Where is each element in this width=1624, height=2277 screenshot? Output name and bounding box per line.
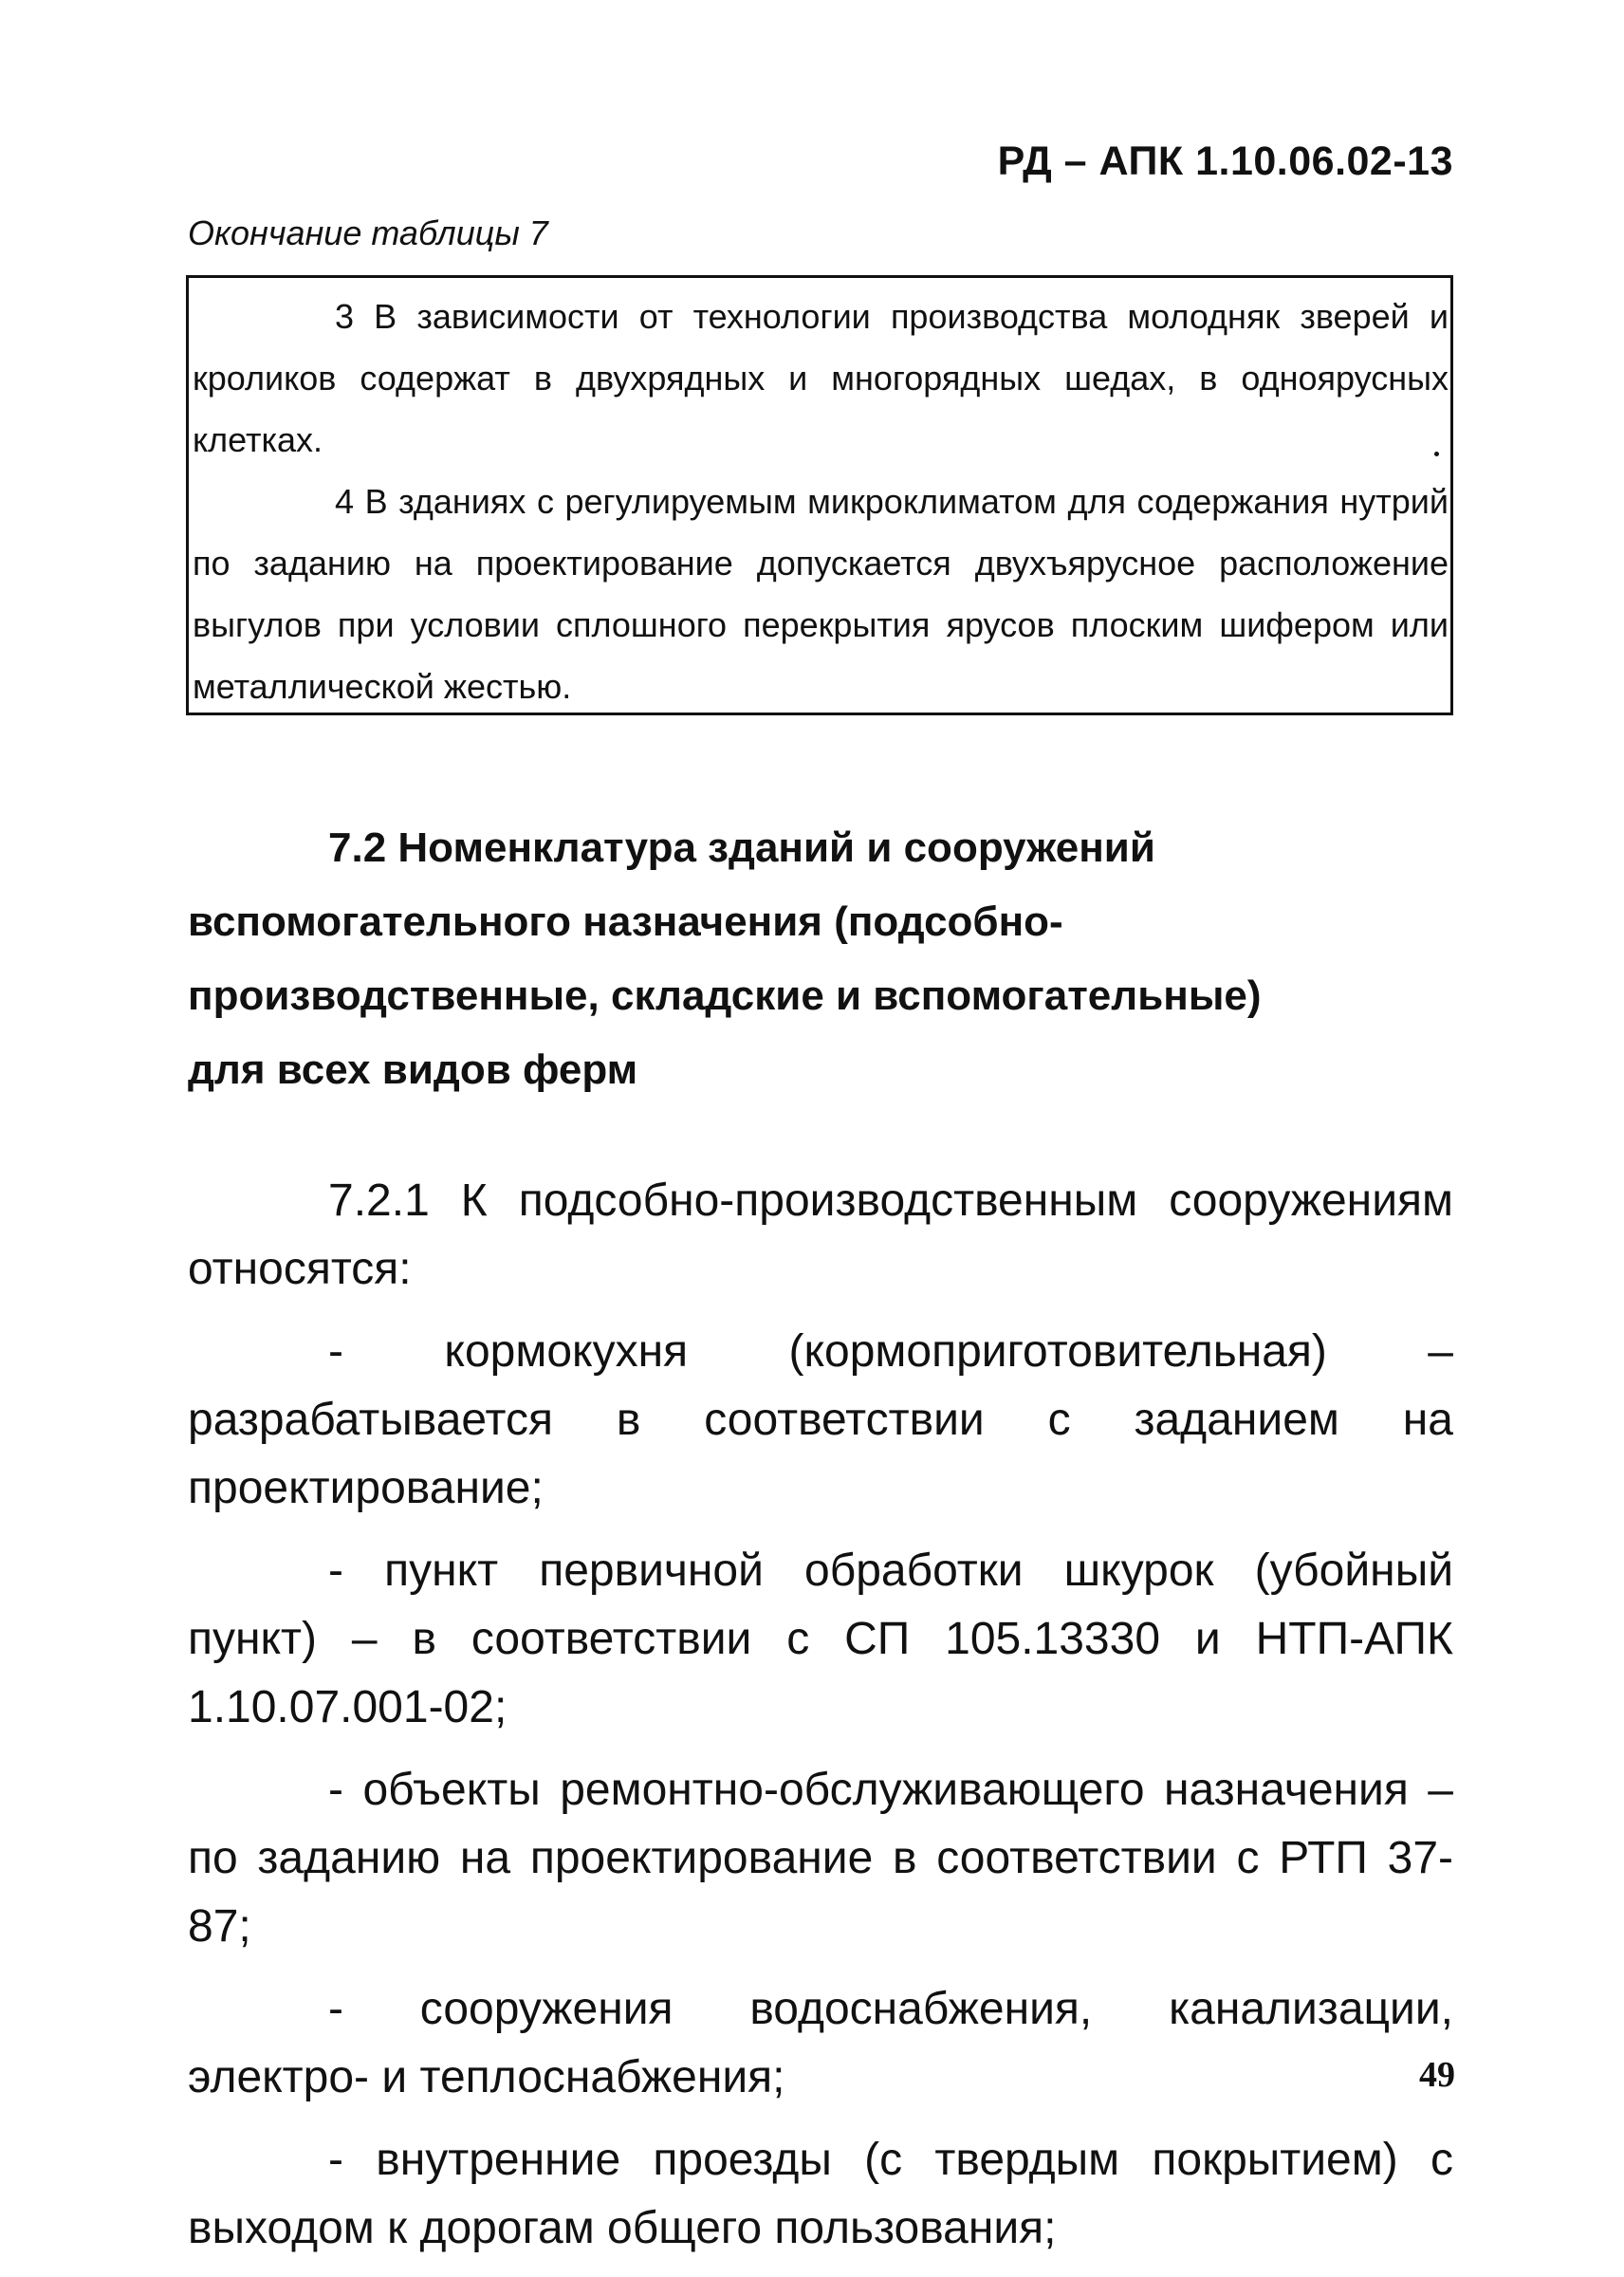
table-caption: Окончание таблицы 7 — [188, 213, 548, 252]
list-item: - пункт первичной обработки шкурок (убойный пункт) – в соответствии с СП 105.13330 и НТП-АПК 1.10.07.001-02; — [188, 1546, 1453, 1732]
heading-line: производственные, складские и вспомогательные) — [188, 972, 1262, 1019]
heading-line: вспомогательного назначения (подсобно- — [188, 898, 1063, 945]
list-item: - сооружения водоснабжения, канализации, электро- и теплоснабжения; — [188, 1984, 1453, 2102]
table-note: 3 В зависимости от технологии производства молодняк зверей и кроликов содержат в двухрядных и многорядных шедах, в одноярусных клетках. — [193, 297, 1449, 459]
body-text — [188, 1167, 1453, 2277]
document-code: РД – АПК 1.10.06.02-13 — [997, 139, 1453, 184]
heading-line: для всех видов ферм — [188, 1046, 638, 1093]
list-item: - внутренние проезды (с твердым покрытием) с выходом к дорогам общего пользования; — [188, 2135, 1453, 2253]
section-heading — [188, 811, 1459, 1107]
list-item: - кормокухня (кормоприготовительная) – разрабатывается в соответствии с заданием на проектирование; — [188, 1326, 1453, 1513]
list-item: - объекты ремонтно-обслуживающего назначения – по заданию на проектирование в соответствии с РТП 37-87; — [188, 1765, 1453, 1952]
paragraph: 7.2.1 К подсобно-производственным сооружениям относятся: — [188, 1176, 1453, 1294]
heading-line: 7.2 Номенклатура зданий и сооружений — [328, 824, 1155, 871]
scan-speck — [1434, 452, 1439, 456]
table-note: 4 В зданиях с регулируемым микроклиматом для содержания нутрий по заданию на проектирование допускается двухъярусное расположение выгулов при условии сплошного перекрытия ярусов плоским шифером или металлической жестью. — [193, 482, 1449, 706]
page-number: 49 — [1419, 2055, 1455, 2095]
table-notes-box — [186, 275, 1453, 715]
